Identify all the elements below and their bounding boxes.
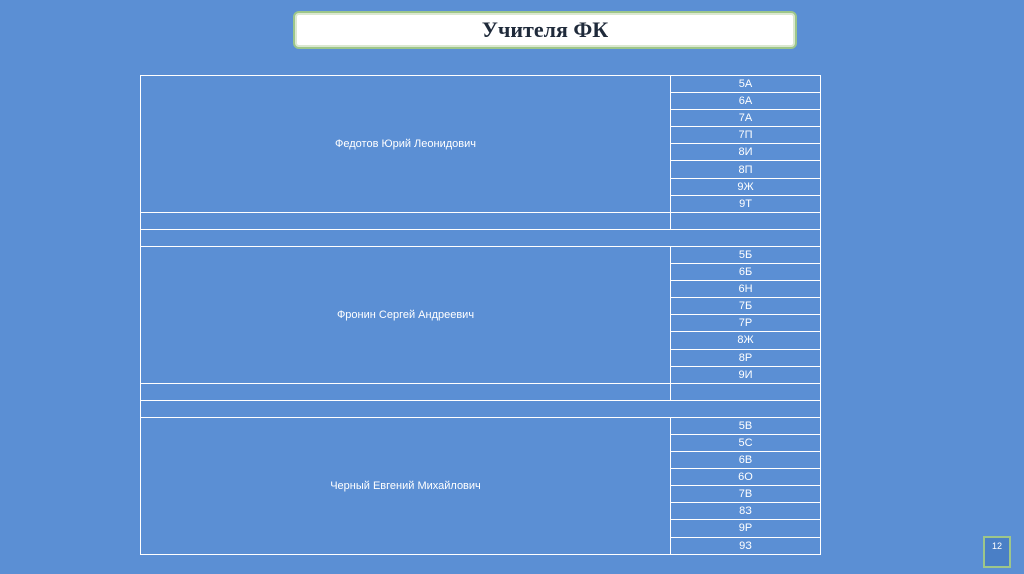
class-cell: 9Р [671, 520, 821, 537]
teacher-name: Фронин Сергей Андреевич [141, 246, 671, 383]
table-row [141, 417, 821, 434]
class-cell: 6А [671, 93, 821, 110]
page-number [983, 536, 1011, 568]
empty-cell [141, 229, 821, 246]
class-cell: 6В [671, 452, 821, 469]
class-cell: 7Р [671, 315, 821, 332]
teacher-name: Черный Евгений Михайлович [141, 417, 671, 554]
class-cell: 7А [671, 110, 821, 127]
class-cell: 9Т [671, 195, 821, 212]
teacher-name: Федотов Юрий Леонидович [141, 76, 671, 213]
empty-cell [141, 212, 671, 229]
table-row [141, 246, 821, 263]
teachers-table [140, 75, 821, 555]
empty-cell [141, 383, 671, 400]
class-cell: 8И [671, 144, 821, 161]
class-cell: 8П [671, 161, 821, 178]
class-cell: 6О [671, 469, 821, 486]
class-cell: 8Р [671, 349, 821, 366]
empty-cell [671, 383, 821, 400]
page-number-text: 12 [991, 541, 1002, 551]
class-cell: 6Н [671, 281, 821, 298]
spacer-row [141, 229, 821, 246]
table-row [141, 76, 821, 93]
spacer-row [141, 383, 821, 400]
class-cell: 6Б [671, 264, 821, 281]
class-cell: 9И [671, 366, 821, 383]
spacer-row [141, 400, 821, 417]
class-cell: 7Б [671, 298, 821, 315]
class-cell: 5А [671, 76, 821, 93]
spacer-row [141, 212, 821, 229]
title-box [293, 11, 797, 49]
class-cell: 7П [671, 127, 821, 144]
class-cell: 5В [671, 417, 821, 434]
slide-title: Учителя ФК [481, 17, 609, 42]
class-cell: 8З [671, 503, 821, 520]
class-cell: 9З [671, 537, 821, 554]
empty-cell [671, 212, 821, 229]
class-cell: 7В [671, 486, 821, 503]
class-cell: 5Б [671, 246, 821, 263]
class-cell: 9Ж [671, 178, 821, 195]
class-cell: 8Ж [671, 332, 821, 349]
empty-cell [141, 400, 821, 417]
class-cell: 5С [671, 434, 821, 451]
